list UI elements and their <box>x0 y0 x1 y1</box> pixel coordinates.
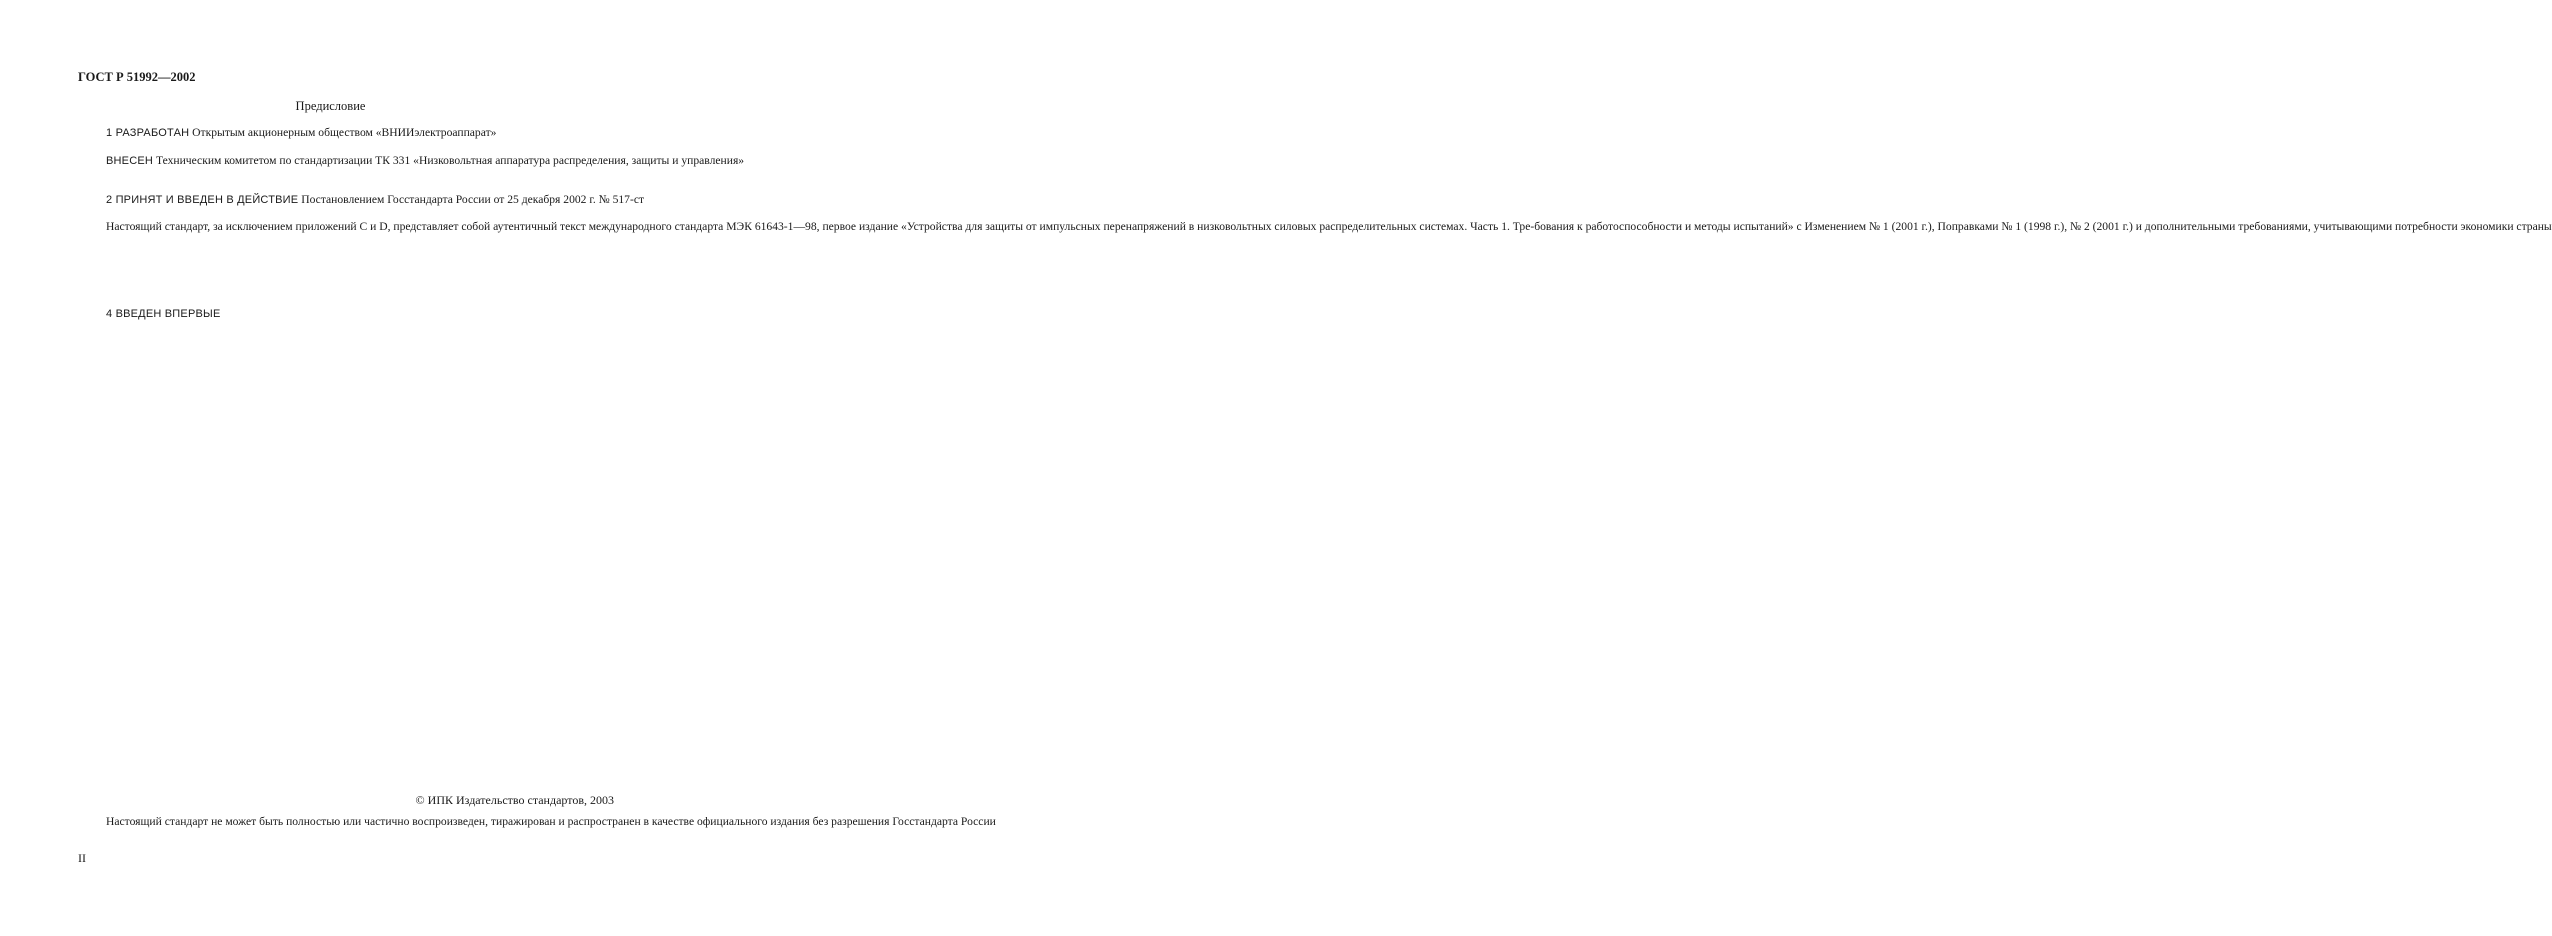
section-3-standard-info <box>78 220 2552 234</box>
section-1-developed <box>78 126 614 140</box>
section-1b-text: Техническим комитетом по стандартизации ТК 331 «Низковольтная аппаратура распределения, защиты и управления» <box>153 154 745 167</box>
section-1b-caps: ВНЕСЕН <box>106 155 154 167</box>
section-2-text: Постановлением Госстандарта России от 25 декабря 2002 г. № 517-ст <box>298 193 645 206</box>
section-1-text: Открытым акционерным обществом «ВНИИэлектроаппарат» <box>189 126 497 139</box>
section-1-caps: 1 РАЗРАБОТАН <box>106 127 190 139</box>
section-4-caps: 4 ВВЕДЕН ВПЕРВЫЕ <box>106 308 221 320</box>
section-3-text: Настоящий стандарт, за исключением приложений C и D, представляет собой аутентичный текст международного стандарта МЭК 61643-1—98, первое издание «Устройства для защиты от импульсных перенапряжений в низковольтных силовых распределительных системах. Часть 1. Тре-бования к работоспособности и методы испытаний» с Изменением № 1 (2001 г.), Поправками № 1 (1998 г.), № 2 (2001 г.) и дополнительными требованиями, учитывающими потребности экономики страны <box>106 220 2552 233</box>
document-header: ГОСТ Р 51992—2002 <box>78 70 196 84</box>
page-title: Предисловие <box>295 99 366 113</box>
section-2-caps: 2 ПРИНЯТ И ВВЕДЕН В ДЕЙСТВИЕ <box>106 194 299 206</box>
section-2-adopted <box>78 193 645 207</box>
section-4-first-introduced <box>78 307 614 321</box>
page-number: II <box>78 851 86 865</box>
section-1-introduced <box>78 154 745 168</box>
copyright-line: © ИПК Издательство стандартов, 2003 <box>415 793 614 807</box>
reproduction-notice-text: Настоящий стандарт не может быть полностью или частично воспроизведен, тиражирован и распространен в качестве официального издания без разрешения Госстандарта России <box>106 815 996 828</box>
reproduction-notice <box>78 815 996 830</box>
